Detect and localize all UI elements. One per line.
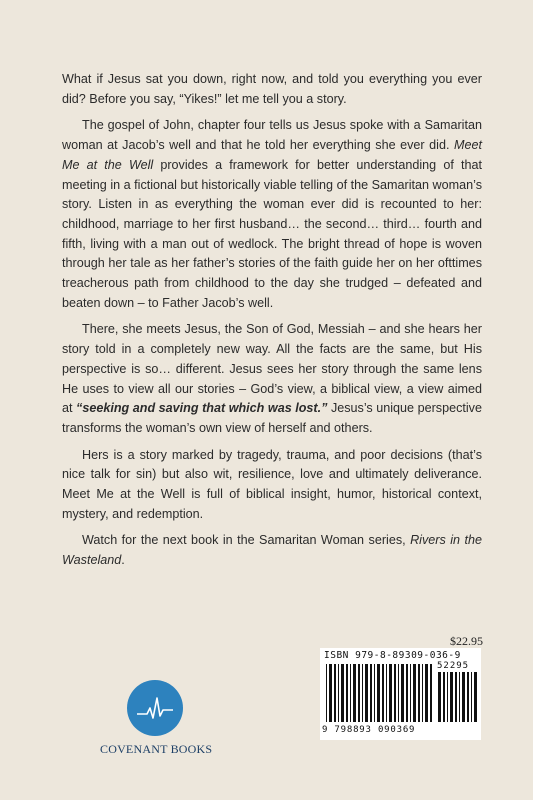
barcode-bar	[430, 664, 432, 722]
barcode-bar	[374, 664, 375, 722]
barcode-bar	[455, 672, 457, 722]
addon-number: 52295	[437, 661, 470, 671]
barcode-bar	[422, 664, 423, 722]
barcode-bar	[459, 672, 460, 722]
barcode-bar	[425, 664, 428, 722]
barcode-bar	[413, 664, 416, 722]
barcode-bar	[377, 664, 380, 722]
blurb-p2-text-a: The gospel of John, chapter four tells us Jesus spoke with a Samaritan woman at Jacob’s well and that he told her everything she ever did.	[62, 118, 482, 153]
barcode-bar	[418, 664, 420, 722]
barcode-bar	[450, 672, 453, 722]
bible-quote: “seeking and saving that which was lost.”	[76, 401, 328, 416]
blurb-paragraph-2	[62, 116, 482, 313]
barcode-bar	[334, 664, 336, 722]
barcode-bar	[410, 664, 411, 722]
barcode-bar	[406, 664, 408, 722]
barcode-bar	[386, 664, 387, 722]
barcode-bar	[401, 664, 404, 722]
barcode-bar	[326, 664, 327, 722]
barcode-bar	[346, 664, 348, 722]
barcode-bar	[353, 664, 356, 722]
isbn-label: ISBN 979-8-89309-036-9	[324, 650, 461, 661]
price-label: $22.95	[450, 634, 483, 648]
isbn-barcode	[320, 648, 481, 740]
publisher-logo	[100, 680, 213, 757]
barcode-bar	[438, 672, 441, 722]
barcode-bar	[338, 664, 339, 722]
barcode-bar	[365, 664, 368, 722]
blurb-p5-text-a: Watch for the next book in the Samaritan Woman series,	[82, 533, 411, 548]
blurb-p5-text-b: .	[121, 553, 125, 568]
blurb-text	[62, 70, 482, 578]
heartbeat-wave-icon	[127, 680, 183, 736]
ean-digits: 9 798893 090369	[322, 725, 416, 735]
barcode-bar	[398, 664, 399, 722]
barcode-bar	[341, 664, 344, 722]
book-title-italic: Meet Me at the Well	[62, 138, 482, 172]
addon-barcode-bars	[438, 672, 478, 722]
barcode-bar	[358, 664, 360, 722]
blurb-p3-text-a: There, she meets Jesus, the Son of God, Messiah – and she hears her story told in a completely new way. All the facts are the same, but His perspective is so… different. Jesus sees her story through the same lens He uses to view all our stories – God’s view, a biblical view, a view aimed at	[62, 322, 482, 416]
barcode-bar	[471, 672, 472, 722]
barcode-bar	[462, 672, 465, 722]
blurb-p3-text-b: Jesus’s unique perspective transforms the woman’s own view of herself and others.	[62, 401, 482, 435]
blurb-paragraph-4: Hers is a story marked by tragedy, trauma, and poor decisions (that’s nice talk for sin) but also wit, resilience, love and ultimately deliverance. Meet Me at the Well is full of biblical insight, humor, historical context, mystery, and redemption.	[62, 447, 482, 521]
next-book-title: Rivers in the Wasteland	[62, 533, 482, 568]
blurb-p2-text-b: provides a framework for better understanding of that meeting in a fictional but historically viable telling of the Samaritan woman’s story. Listen in as everything the woman ever did is recounted to her: childhood, marriage to her first husband… the second… third… fourth and fifth, living with a man out of wedlock. The bright thread of hope is woven through her tale as her father’s stories of the faith guide her on her ofttimes treacherous path from childhood to the day she trudged – defeated and beaten down – to Father Jacob’s well.	[62, 157, 482, 310]
blurb-paragraph-3	[62, 320, 482, 438]
blurb-paragraph-1: What if Jesus sat you down, right now, and told you everything you ever did? Before you say, “Yikes!” let me tell you a story.	[62, 72, 482, 106]
ean-barcode-bars	[326, 664, 434, 722]
publisher-name: COVENANT BOOKS	[100, 742, 213, 756]
barcode-bar	[329, 664, 332, 722]
barcode-bar	[389, 664, 392, 722]
barcode-bar	[443, 672, 445, 722]
blurb-paragraph-5	[62, 531, 482, 570]
barcode-bar	[394, 664, 396, 722]
barcode-bar	[447, 672, 448, 722]
barcode-bar	[382, 664, 384, 722]
barcode-bar	[350, 664, 351, 722]
barcode-bar	[467, 672, 469, 722]
barcode-bar	[474, 672, 477, 722]
barcode-bar	[362, 664, 363, 722]
barcode-bar	[370, 664, 372, 722]
